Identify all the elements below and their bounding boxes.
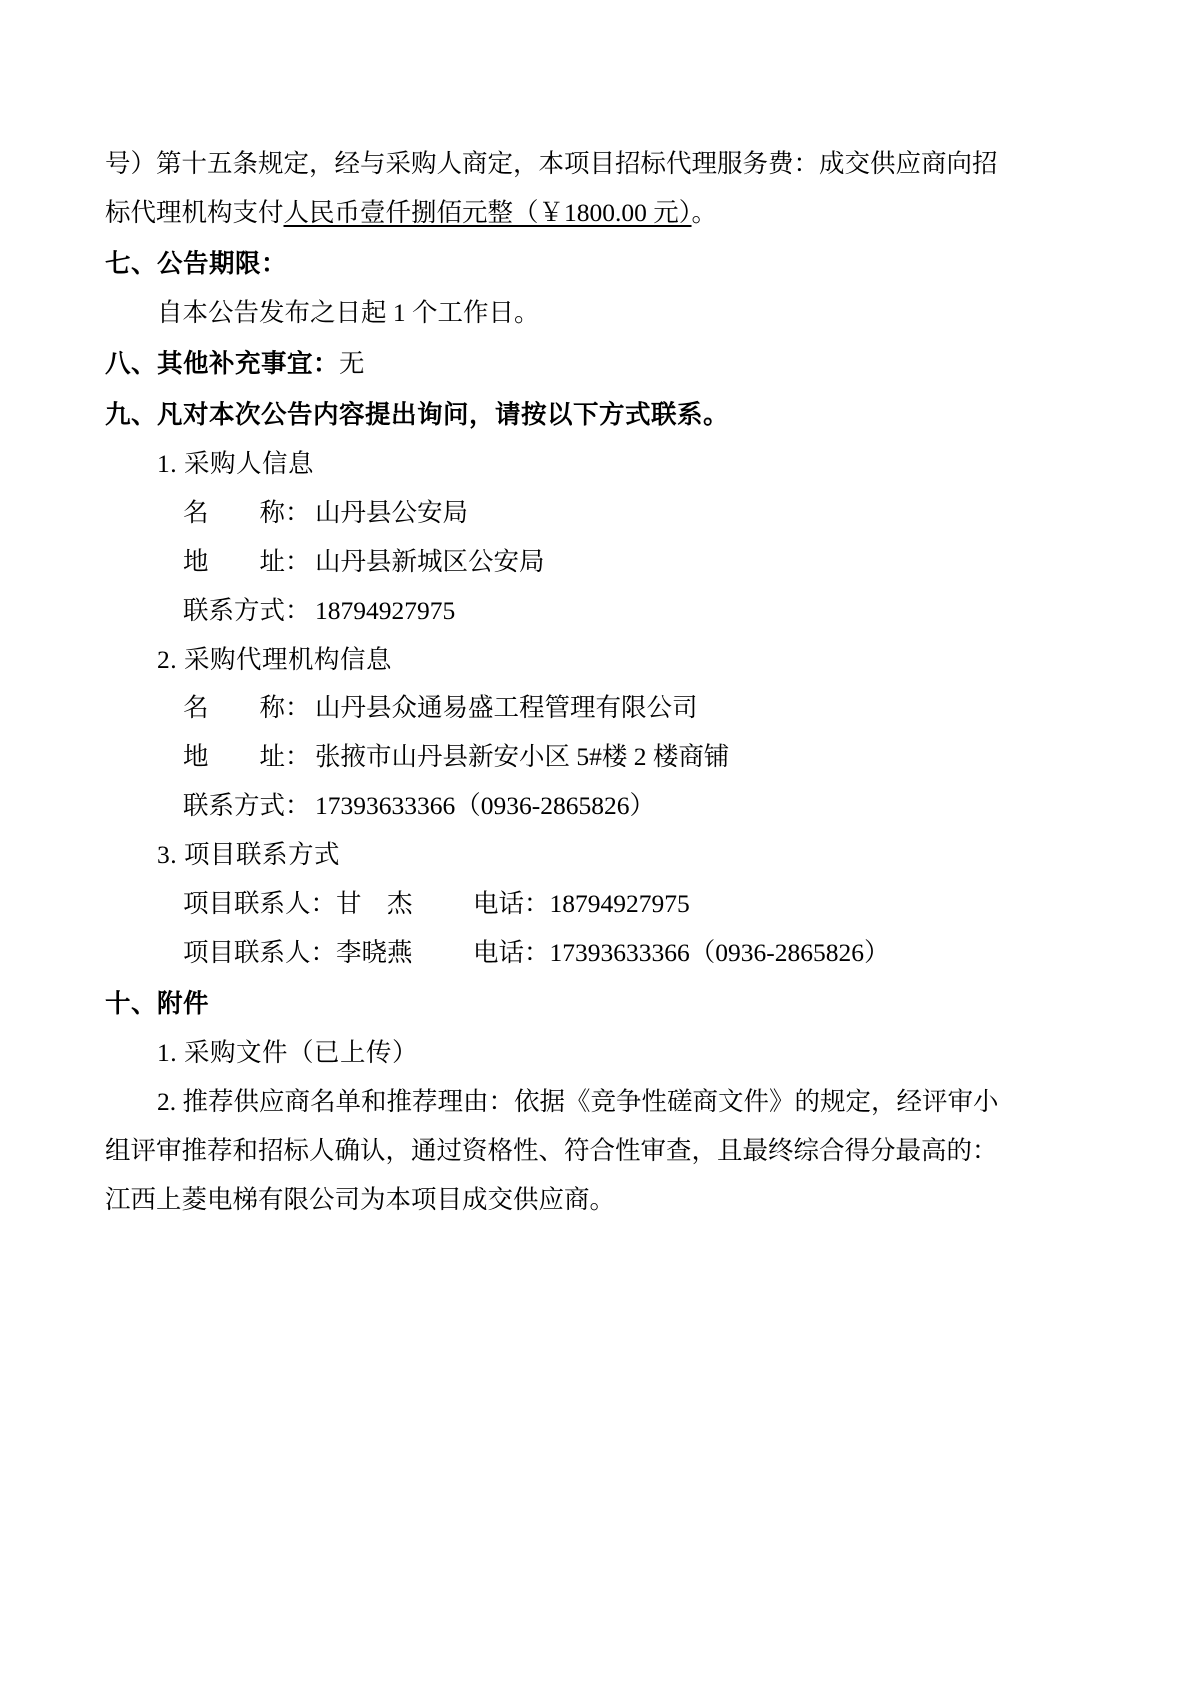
agency-name-value: 山丹县众通易盛工程管理有限公司 [315,693,698,723]
attachment-item-1: 1. 采购文件（已上传） [157,1038,419,1068]
project-contact-row-1 [105,880,1086,929]
project-contact-2-phone [473,929,890,978]
purchaser-name-row [105,489,1086,538]
purchaser-address-value: 山丹县新城区公安局 [315,546,545,576]
purchaser-phone-value: 18794927975 [315,595,456,625]
project-contact-row-2 [105,929,1086,978]
section-seven-body: 自本公告发布之日起 1 个工作日。 [157,297,540,327]
project-contact-1-phone [473,880,690,929]
section-heading-nine: 九、凡对本次公告内容提出询问，请按以下方式联系。 [105,399,730,429]
section-eight-label: 八、其他补充事宜： [105,348,340,378]
top-paragraph-line-2 [105,189,1086,238]
agency-name-row [105,684,1086,733]
project-contact-2-phone-value: 17393633366（0936-2865826） [549,938,890,968]
contact-item-2-label: 2. 采购代理机构信息 [157,644,393,674]
project-contact-1-phone-label: 电话： [473,889,550,919]
purchaser-name-label: 名 称： [183,497,311,527]
document-body [105,140,1086,1225]
contact-item-3-label: 3. 项目联系方式 [157,840,341,870]
purchaser-address-row [105,538,1086,587]
service-fee-prefix: 标代理机构支付 [105,197,284,227]
section-heading-seven: 七、公告期限： [105,248,288,278]
attachment-item-2-line-1: 2. 推荐供应商名单和推荐理由：依据《竞争性磋商文件》的规定，经评审小 [157,1087,999,1117]
agency-phone-row [105,782,1086,831]
top-paragraph-line-1: 号）第十五条规定，经与采购人商定，本项目招标代理服务费：成交供应商向招 [105,149,998,178]
agency-phone-label: 联系方式： [183,791,311,821]
project-contact-2-phone-label: 电话： [473,938,550,968]
agency-address-value: 张掖市山丹县新安小区 5#楼 2 楼商铺 [315,742,730,772]
purchaser-phone-label: 联系方式： [183,595,311,625]
purchaser-name-value: 山丹县公安局 [315,497,469,527]
project-contact-2-name [183,929,473,978]
purchaser-phone-row [105,587,1086,636]
project-contact-1-name [183,880,473,929]
agency-address-row [105,733,1086,782]
service-fee-suffix: 。 [691,197,718,227]
project-contact-2-name-value: 李晓燕 [336,938,413,968]
project-contact-1-name-value: 甘 杰 [336,889,413,919]
section-heading-eight [105,340,1086,389]
agency-address-label: 地 址： [183,742,311,772]
project-contact-2-name-label: 项目联系人： [183,938,337,968]
service-fee-amount: 人民币壹仟捌佰元整（￥1800.00 元） [283,197,692,227]
purchaser-address-label: 地 址： [183,546,311,576]
attachment-item-2-line-2: 组评审推荐和招标人确认，通过资格性、符合性审查，且最终综合得分最高的： [105,1136,998,1166]
agency-phone-value: 17393633366（0936-2865826） [315,791,655,821]
section-heading-ten: 十、附件 [105,989,210,1019]
agency-name-label: 名 称： [183,693,311,723]
project-contact-1-name-label: 项目联系人： [183,889,337,919]
section-eight-value: 无 [339,348,366,378]
contact-item-1-label: 1. 采购人信息 [157,448,315,478]
attachment-item-2-line-3: 江西上菱电梯有限公司为本项目成交供应商。 [105,1185,616,1215]
project-contact-1-phone-value: 18794927975 [549,889,690,919]
